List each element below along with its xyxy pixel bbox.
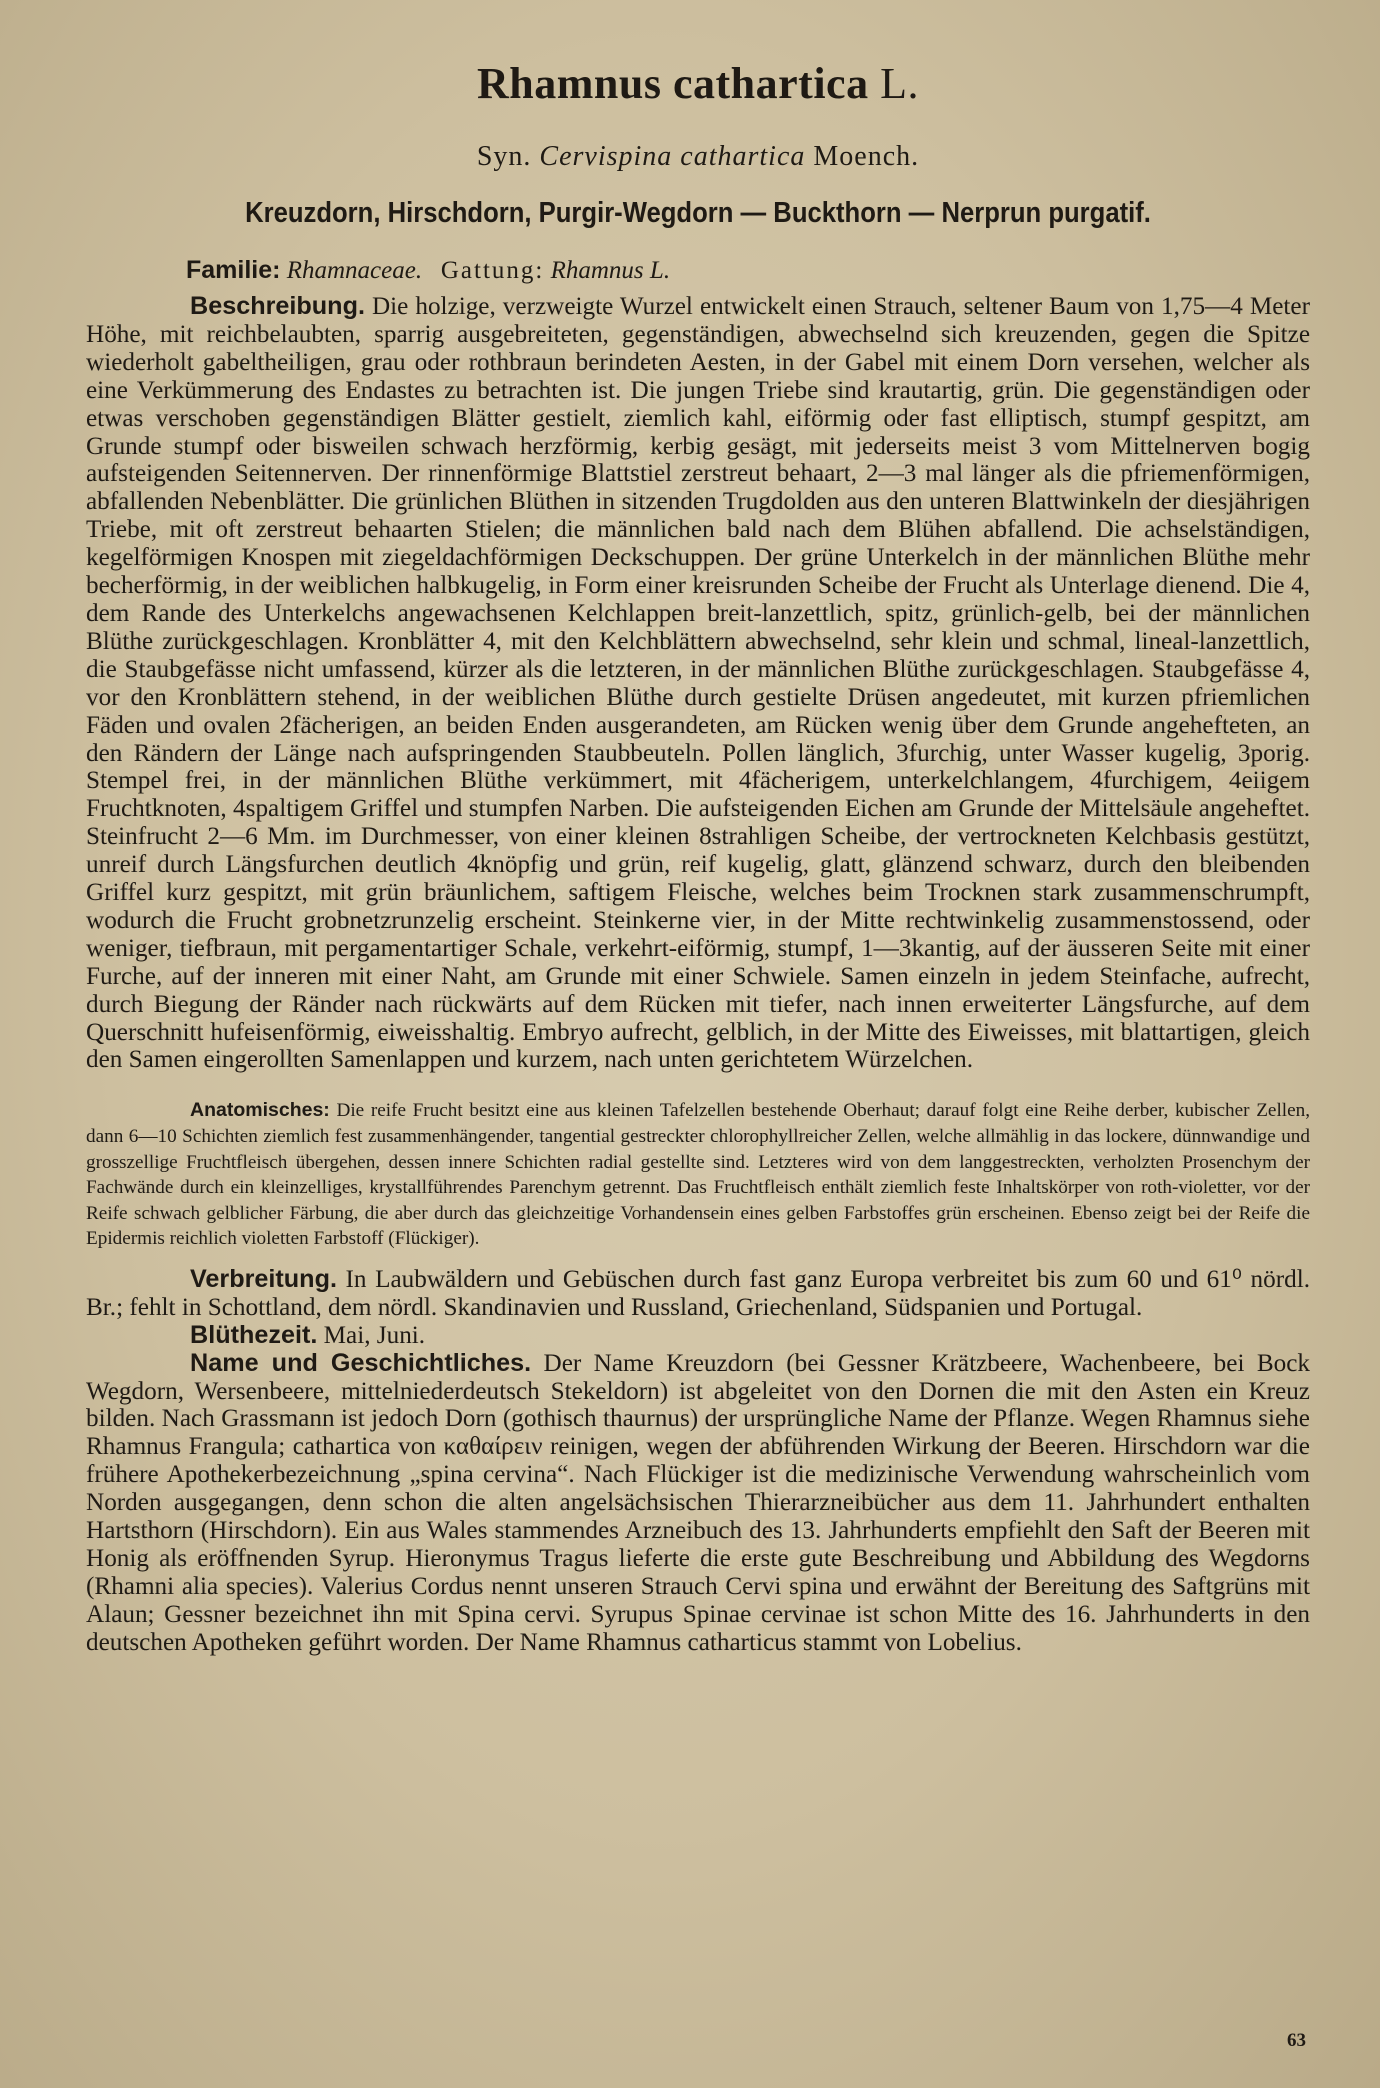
anatomisches-heading: Anatomisches: bbox=[190, 1099, 330, 1122]
name-geschichte-text: Der Name Kreuzdorn (bei Gessner Krätzbeere, Wachenbeere, bei Bock Wegdorn, Wersenbeere, mittelniederdeutsch Stekeldorn) ist abgeleitet von den Dornen die mit den Asten ein Kreuz bilden. Nach Grassmann ist jedoch Dorn (gothisch thaurnus) der ursprüngliche Name der Pflanze. Wegen Rhamnus siehe Rhamnus Frangula; cathartica von καθαίρειν reinigen, wegen der abführenden Wirkung der Beeren. Hirschdorn war die frühere Apothekerbezeichnung „spina cervina“. Nach Flückiger ist die medizinische Verwendung wahrscheinlich vom Norden ausgegangen, denn schon die alten angelsächsischen Thierarzneibücher aus dem 11. Jahrhundert enthalten Hartsthorn (Hirschdorn). Ein aus Wales stammendes Arzneibuch des 13. Jahrhunderts empfiehlt den Saft der Beeren mit Honig als eröffnenden Syrup. Hieronymus Tragus lieferte die erste gute Beschreibung und Abbildung des Wegdorns (Rhamni alia species). Valerius Cordus nennt unseren Strauch Cervi spina und erwähnt der Bereitung des Saftgrüns mit Alaun; Gessner bezeichnet ihn mit Spina cervi. Syrupus Spinae cervinae ist schon Mitte des 16. Jahrhunderts in den deutschen Apotheken geführt worden. Der Name Rhamnus catharticus stammt von Lobelius. bbox=[86, 1349, 1311, 1656]
synonym-line bbox=[86, 141, 1310, 173]
page-number: 63 bbox=[1287, 2030, 1306, 2051]
section-anatomisches bbox=[86, 1098, 1310, 1252]
title-species: Rhamnus cathartica bbox=[477, 59, 869, 108]
genus-value: Rhamnus L. bbox=[550, 257, 671, 284]
beschreibung-heading: Beschreibung. bbox=[190, 292, 365, 320]
section-verbreitung bbox=[86, 1266, 1310, 1322]
beschreibung-text: Die holzige, verzweigte Wurzel entwickelt einen Strauch, seltener Baum von 1,75—4 Meter Höhe, mit reichbelaubten, sparrig ausgebreiteten, gegenständigen, abwechselnd sich kreuzenden, gegen die Spitze wiederholt gabeltheiligen, grau oder rothbraun berindeten Aesten, in der Gabel mit einem Dorn versehen, welcher als eine Verkümmerung des Endastes zu betrachten ist. Die jungen Triebe sind krautartig, grün. Die gegenständigen oder etwas verschoben gegenständigen Blätter gestielt, ziemlich kahl, eiförmig oder fast elliptisch, stumpf gespitzt, am Grunde stumpf oder bisweilen schwach herzförmig, kerbig gesägt, mit jederseits meist 3 vom Mittelnerven bogig aufsteigenden Seitennerven. Der rinnenförmige Blattstiel zerstreut behaart, 2—3 mal länger als die pfriemenförmigen, abfallenden Nebenblätter. Die grünlichen Blüthen in sitzenden Trugdolden aus den unteren Blattwinkeln der diesjährigen Triebe, mit oft zerstreut behaarten Stielen; die männlichen bald nach dem Blühen abfallend. Die achselständigen, kegelförmigen Knospen mit ziegeldachförmigen Deckschuppen. Der grüne Unterkelch in der männlichen Blüthe mehr becherförmig, in der weiblichen halbkugelig, in Form einer kreisrunden Scheibe der Frucht als Unterlage dienend. Die 4, dem Rande des Unterkelchs angewachsenen Kelchlappen breit-lanzettlich, spitz, grünlich-gelb, bei der männlichen Blüthe zurückgeschlagen. Kronblätter 4, mit den Kelchblättern abwechselnd, sehr klein und schmal, lineal-lanzettlich, die Staubgefässe nicht umfassend, kürzer als die letzteren, in der männlichen Blüthe zurückgeschlagen. Staubgefässe 4, vor den Kronblättern stehend, in der weiblichen Blüthe durch gestielte Drüsen angedeutet, mit kurzen pfriemlichen Fäden und ovalen 2fächerigen, an beiden Enden ausgerandeten, am Rücken wenig über dem Grunde angehefteten, an den Rändern der Länge nach aufspringenden Staubbeuteln. Pollen länglich, 3furchig, unter Wasser kugelig, 3porig. Stempel frei, in der männlichen Blüthe verkümmert, mit 4fächerigem, unterkelchlangem, 4furchigem, 4eiigem Fruchtknoten, 4spaltigem Griffel und stumpfen Narben. Die aufsteigenden Eichen am Grunde der Mittelsäule angeheftet. Steinfrucht 2—6 Mm. im Durchmesser, von einer kleinen 8strahligen Scheibe, der vertrockneten Kelchbasis gestützt, unreif durch Längsfurchen deutlich 4knöpfig und grün, reif kugelig, glatt, glänzend schwarz, durch den bleibenden Griffel kurz gespitzt, mit grün bräunlichem, saftigem Fleische, welches beim Trocknen stark zusammenschrumpft, wodurch die Frucht grobnetzrunzelig erscheint. Steinkerne vier, in der Mitte rechtwinkelig zusammenstossend, oder weniger, tiefbraun, mit pergamentartiger Schale, verkehrt-eiförmig, stumpf, 1—3kantig, auf der äusseren Seite mit einer Furche, auf der inneren mit einer Naht, am Grunde mit einer Schwiele. Samen einzeln in jedem Steinfache, aufrecht, durch Biegung der Ränder nach rückwärts auf dem Rücken mit tiefer, nach innen erweiterter Längsfurche, auf dem Querschnitt hufeisenförmig, eiweisshaltig. Embryo aufrecht, gelblich, in der Mitte des Eiweisses, mit blattartigen, gleich den Samen eingerollten Samenlappen und kurzem, nach unten gerichtetem Würzelchen. bbox=[86, 293, 1310, 1074]
family-value: Rhamnaceae. bbox=[286, 257, 423, 284]
bluethezeit-text: Mai, Juni. bbox=[323, 1321, 426, 1349]
synonym-prefix: Syn. bbox=[476, 141, 532, 172]
bluethezeit-heading: Blüthezeit. bbox=[190, 1320, 318, 1349]
verbreitung-heading: Verbreitung. bbox=[190, 1264, 337, 1293]
title-author: L. bbox=[880, 59, 919, 108]
verbreitung-text: In Laubwäldern und Gebüschen durch fast ganz Europa verbreitet bis zum 60 und 61⁰ nördl. Br.; fehlt in Schottland, dem nördl. Skandinavien und Russland, Griechenland, Südspanien und Portugal. bbox=[86, 1265, 1311, 1321]
page-title bbox=[86, 58, 1310, 109]
synonym-author: Moench. bbox=[813, 141, 920, 172]
section-beschreibung bbox=[86, 293, 1310, 1074]
family-label: Familie: bbox=[186, 256, 281, 284]
section-bluethezeit bbox=[86, 1322, 1310, 1350]
synonym-name: Cervispina cathartica bbox=[539, 141, 806, 172]
anatomisches-text: Die reife Frucht besitzt eine aus kleinen Tafelzellen bestehende Oberhaut; darauf folgt eine Reihe derber, kubischer Zellen, dann 6—10 Schichten ziemlich fest zusammenhängender, tangential gestreckter chlorophyllreicher Zellen, welche allmählig in das lockere, dünnwandige und grosszellige Fruchtfleisch übergehen, dessen innere Schichten radial gestellte sind. Letzteres wird von dem langgestreckten, verholzten Prosenchym der Fachwände durch ein kleinzelliges, krystallführendes Parenchym getrennt. Das Fruchtfleisch enthält ziemlich feste Inhaltskörper von roth-violetter, vor der Reife schwach gelblicher Färbung, die aber durch das gleichzeitige Vorhandensein eines gelben Farbstoffes grün erscheinen. Ebenso zeigt bei der Reife die Epidermis reichlich violetten Farbstoff (Flückiger). bbox=[86, 1100, 1311, 1250]
family-line bbox=[186, 256, 1310, 285]
genus-label: Gattung: bbox=[440, 257, 545, 284]
section-name-geschichte bbox=[86, 1350, 1310, 1657]
name-geschichte-heading: Name und Geschichtliches. bbox=[190, 1348, 532, 1377]
common-names: Kreuzdorn, Hirschdorn, Purgir-Wegdorn — Buckthorn — Nerprun purgatif. bbox=[245, 197, 1151, 229]
